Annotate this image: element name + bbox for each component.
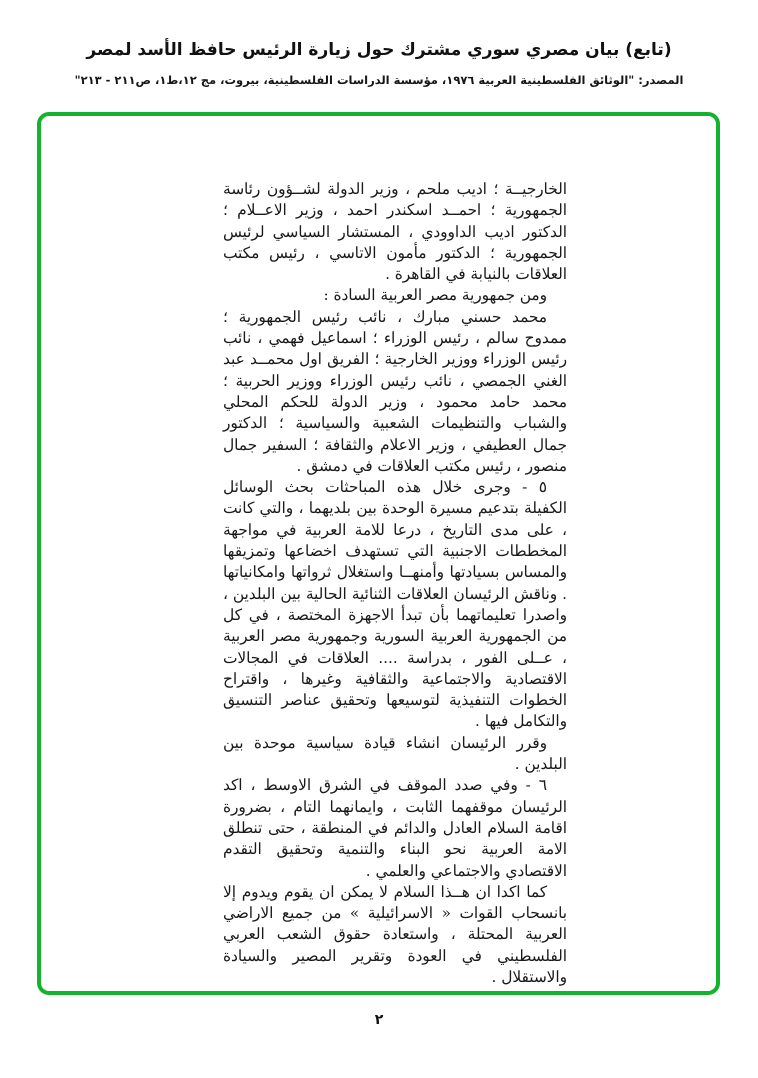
paragraph-egypt-delegation-list: محمد حسني مبارك ، نائب رئيس الجمهورية ؛ ممدوح سالم ، رئيس الوزراء ؛ اسماعيل فهمي ، نائب رئيس الوزراء ووزير الخارجية ؛ الفريق اول محمــد عبد الغني الجمصي ، نائب رئيس الوزراء ووزير الحربية ؛ محمد حامد محمود ، وزير الدولة للحكم المحلي والشباب والتنظيمات الشعبية والسياسية ؛ الدكتور جمال العطيفي ، وزير الاعلام والثقافة ؛ السفير جمال منصور ، رئيس مكتب العلاقات في دمشق .: [223, 307, 567, 475]
paragraph-unified-political-command: وقرر الرئيسان انشاء قيادة سياسية موحدة بين البلدين .: [223, 733, 567, 774]
paragraph-continuation-delegation-syria: الخارجيــة ؛ اديب ملحم ، وزير الدولة لشــؤون رئاسة الجمهورية ؛ احمــد اسكندر احمد ، وزير الاعــلام ؛ الدكتور اديب الداوودي ، المستشار السياسي لرئيس الجمهورية ؛ الدكتور مأمون الاتاسي ، رئيس مكتب العلاقات بالنيابة في القاهرة .: [223, 180, 567, 284]
document-source-line: المصدر: "الوثائق الفلسطينية العربية ١٩٧٦، مؤسسة الدراسات الفلسطينية، بيروت، مج ١٢،ط١، ص٢١١ - ٢١٣": [74, 73, 684, 87]
page-number: ٢: [374, 1012, 384, 1028]
paragraph-peace-conditions: كما اكدا ان هــذا السلام لا يمكن ان يقوم ويدوم إلا بانسحاب القوات « الاسرائيلية » من جميع الاراضي العربية المحتلة ، واستعادة حقوق الشعب العربي الفلسطيني في العودة وتقرير المصير والسيادة والاستقلال .: [223, 882, 567, 986]
paragraph-egypt-delegation-intro: ومن جمهورية مصر العربية السادة :: [323, 286, 547, 305]
paragraph-item-5-talks: ٥ - وجرى خلال هذه المباحثات بحث الوسائل الكفيلة بتدعيم مسيرة الوحدة بين بلديهما ، والتي كانت ، على مدى التاريخ ، درعا للامة العربية في مواجهة المخططات الاجنبية التي تستهدف اخضاعها وتمزيقها والمساس بسيادتها وأمنهــا واستغلال ثرواتها وامكانياتها . وناقش الرئيسان العلاقات الثنائية الحالية بين البلدين ، واصدرا تعليماتهما بأن تبدأ الاجهزة المختصة ، في كل من الجمهورية العربية السورية وجمهورية مصر العربية ، عــلى الفور ، بدراسة .... العلاقات في المجالات الاقتصادية والاجتماعية والثقافية وغيرها ، واقتراح الخطوات التنفيذية لتوسيعها وتحقيق عناصر التنسيق والتكامل فيها .: [223, 478, 567, 731]
body-text: [223, 179, 567, 988]
document-title: (تابع) بيان مصري سوري مشترك حول زيارة الرئيس حافظ الأسد لمصر: [86, 40, 672, 60]
paragraph-item-6-middle-east-position: ٦ - وفي صدد الموقف في الشرق الاوسط ، اكد الرئيسان موقفهما الثابت ، وايمانهما التام ، بضرورة اقامة السلام العادل والدائم في المنطقة ، حتى تنطلق الامة العربية نحو البناء والتنمية وتحقيق التقدم الاقتصادي والاجتماعي والعلمي .: [223, 776, 567, 880]
